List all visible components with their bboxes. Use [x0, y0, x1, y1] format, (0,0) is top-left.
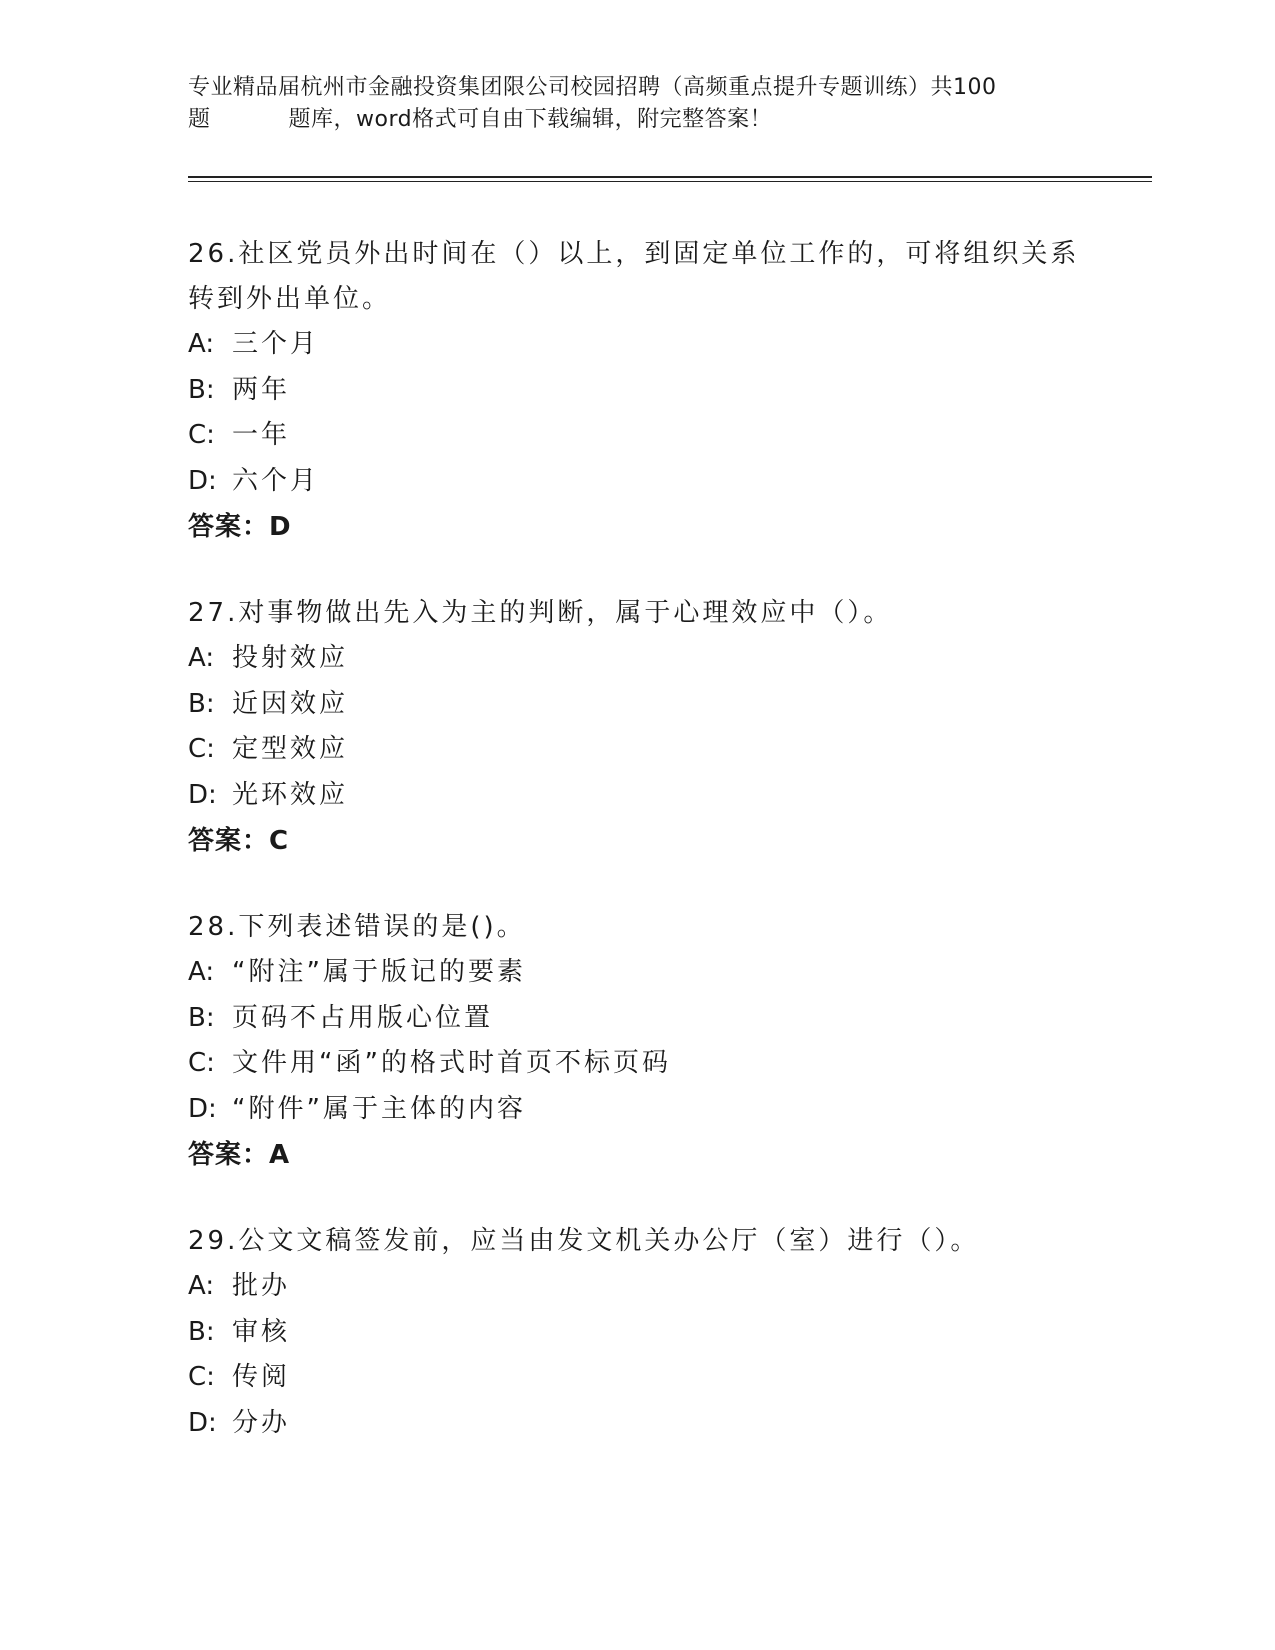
option-letter: A:	[188, 957, 215, 987]
question-number: 26.	[188, 239, 239, 269]
option-text: 近因效应	[232, 688, 349, 719]
answer-line: 答案：A	[188, 1140, 291, 1170]
option-a	[188, 322, 1088, 368]
option-letter: C:	[188, 1048, 215, 1078]
option-b	[188, 996, 1088, 1042]
option-letter: B:	[188, 1316, 215, 1347]
option-letter: C:	[188, 1362, 215, 1392]
option-text: “附注”属于版记的要素	[232, 957, 526, 987]
option-text: 三个月	[232, 329, 320, 359]
option-c	[188, 1041, 1088, 1087]
option-text: 光环效应	[232, 779, 349, 810]
option-b	[188, 368, 1088, 414]
option-a	[188, 1264, 1088, 1310]
answer-line: 答案：C	[188, 826, 290, 856]
option-c	[188, 413, 1088, 459]
option-b	[188, 1310, 1088, 1356]
header-divider-thick	[188, 176, 1152, 178]
option-text: 批办	[232, 1271, 291, 1301]
option-b	[188, 682, 1088, 728]
option-letter: A:	[188, 1271, 215, 1301]
question-stem	[188, 591, 1088, 636]
question-stem	[188, 1219, 1088, 1264]
option-letter: D:	[188, 465, 217, 496]
option-d	[188, 773, 1088, 819]
option-letter: C:	[188, 734, 215, 764]
option-d	[188, 1087, 1088, 1133]
question-number: 29.	[188, 1226, 239, 1256]
option-text: 审核	[232, 1316, 291, 1347]
question-text-line1: 社区党员外出时间在（）以上，到固定单位工作的，可将组织关系	[238, 239, 1080, 269]
option-c	[188, 1355, 1088, 1401]
question-number: 28.	[188, 912, 239, 942]
question-28	[188, 905, 1088, 1178]
document-header	[188, 72, 1088, 136]
question-text-line1: 对事物做出先入为主的判断，属于心理效应中（）。	[238, 598, 893, 628]
question-26	[188, 232, 1088, 550]
option-letter: C:	[188, 420, 215, 450]
option-letter: B:	[188, 1002, 215, 1033]
header-divider-thin	[188, 181, 1152, 182]
option-text: 分办	[232, 1407, 291, 1438]
option-letter: A:	[188, 329, 215, 359]
option-letter: D:	[188, 1093, 217, 1124]
question-text-line2: 转到外出单位。	[188, 284, 392, 314]
question-27	[188, 591, 1088, 864]
question-29	[188, 1219, 1088, 1446]
option-c	[188, 727, 1088, 773]
option-text: 页码不占用版心位置	[232, 1002, 494, 1033]
question-stem	[188, 232, 1088, 277]
header-title-line2-rest: 题库，word格式可自由下载编辑，附完整答案！	[288, 107, 773, 132]
option-d	[188, 459, 1088, 505]
option-a	[188, 636, 1088, 682]
option-letter: D:	[188, 1407, 217, 1438]
option-text: 两年	[232, 374, 291, 405]
header-title-line2-prefix: 题	[188, 107, 211, 132]
option-text: 定型效应	[232, 734, 349, 764]
option-d	[188, 1401, 1088, 1447]
answer-line: 答案：D	[188, 512, 292, 542]
option-letter: A:	[188, 643, 215, 673]
question-number: 27.	[188, 598, 239, 628]
option-letter: B:	[188, 374, 215, 405]
question-stem	[188, 905, 1088, 950]
option-text: “附件”属于主体的内容	[232, 1093, 526, 1124]
option-letter: D:	[188, 779, 217, 810]
question-list	[188, 232, 1088, 1487]
option-text: 传阅	[232, 1362, 291, 1392]
option-letter: B:	[188, 688, 215, 719]
option-text: 六个月	[232, 465, 320, 496]
option-a	[188, 950, 1088, 996]
question-text-line1: 公文文稿签发前，应当由发文机关办公厅（室）进行（）。	[238, 1226, 980, 1256]
option-text: 一年	[232, 420, 291, 450]
header-title-line2	[188, 104, 1088, 136]
question-text-line1: 下列表述错误的是()。	[238, 912, 526, 942]
option-text: 文件用“函”的格式时首页不标页码	[232, 1048, 671, 1078]
option-text: 投射效应	[232, 643, 349, 673]
header-title-line1: 专业精品届杭州市金融投资集团限公司校园招聘（高频重点提升专题训练）共100	[188, 75, 997, 100]
